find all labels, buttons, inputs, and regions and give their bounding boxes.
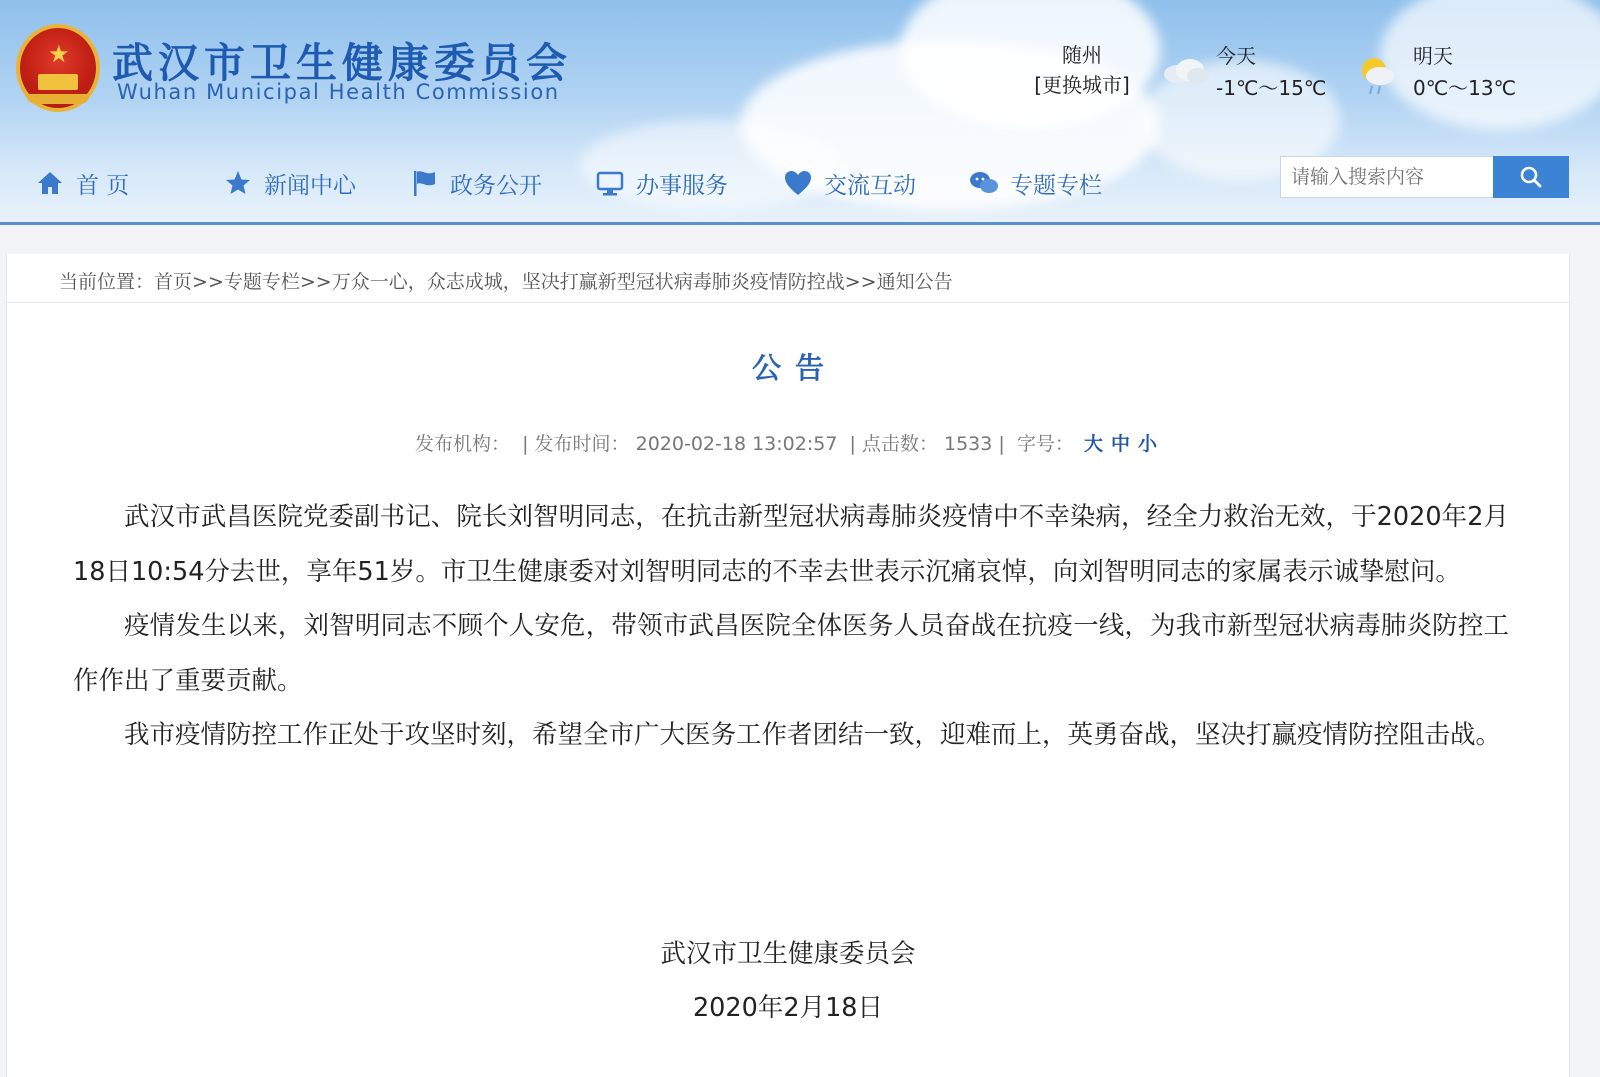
breadcrumb-prefix: 当前位置： (59, 271, 155, 293)
nav-item-label: 交流互动 (824, 172, 916, 199)
sun-rain-icon (1352, 50, 1402, 98)
search-button[interactable] (1493, 156, 1569, 198)
chat-icon (968, 167, 1000, 199)
nav-item-label: 专题专栏 (1010, 172, 1102, 199)
national-emblem-logo[interactable] (16, 24, 100, 112)
flag-icon (408, 167, 440, 199)
today-label: 今天 (1216, 44, 1256, 68)
nav-item-interaction[interactable] (782, 156, 916, 210)
nav-item-government[interactable] (408, 156, 542, 210)
nav-item-label: 政务公开 (450, 172, 542, 199)
nav-item-home[interactable] (34, 156, 129, 210)
nav-item-topics[interactable] (968, 156, 1102, 210)
article-card (6, 254, 1570, 1077)
publisher-label: 发布机构： (415, 433, 511, 455)
today-range: -1℃～15℃ (1216, 76, 1327, 100)
city-name: 随州 (1062, 43, 1102, 67)
nav-item-label: 办事服务 (636, 172, 728, 199)
nav-item-label: 首 页 (76, 172, 130, 199)
change-city-link[interactable]: [更换城市] (1034, 73, 1130, 97)
search-input[interactable] (1280, 156, 1494, 198)
nav-item-label: 新闻中心 (264, 172, 356, 199)
time-label: 发布时间： (534, 433, 630, 455)
header-divider (0, 222, 1600, 225)
main-nav (0, 156, 1280, 210)
cloudy-icon (1160, 54, 1210, 88)
paragraph: 武汉市武昌医院党委副书记、院长刘智明同志，在抗击新型冠状病毒肺炎疫情中不幸染病，经全力救治无效，于2020年2月18日10:54分去世，享年51岁。市卫生健康委对刘智明同志的不幸去世表示沉痛哀悼，向刘智明同志的家属表示诚挚慰问。 (73, 502, 1509, 587)
nav-item-services[interactable] (594, 156, 728, 210)
article-meta: 发布机构： | 发布时间： 2020-02-18 13:02:57 | 点击数： 1533 | 字号： 大 中 小 (415, 433, 1157, 455)
article-title: 公告 (751, 351, 838, 385)
breadcrumb (59, 262, 953, 302)
signature-date: 2020年2月18日 (692, 993, 884, 1023)
site-title-cn[interactable]: 武汉市卫生健康委员会 (112, 39, 572, 87)
article-body (73, 490, 1509, 763)
site-header (0, 0, 1600, 226)
breadcrumb-home[interactable]: 首页 (154, 271, 193, 293)
font-large-button[interactable]: 大 (1083, 433, 1103, 455)
search-icon (1519, 165, 1543, 189)
click-count: 1533 (944, 433, 993, 455)
heart-icon (782, 167, 814, 199)
font-size-label: 字号： (1016, 433, 1074, 455)
site-title-en: Wuhan Municipal Health Commission (117, 80, 560, 104)
weather-city (1030, 40, 1134, 100)
breadcrumb-separator: >> (299, 271, 332, 293)
breadcrumb-campaign[interactable]: 万众一心，众志成城，坚决打赢新型冠状病毒肺炎疫情防控战 (331, 271, 845, 293)
breadcrumb-separator: >> (844, 271, 877, 293)
breadcrumb-divider (7, 302, 1569, 303)
weather-tomorrow (1413, 40, 1516, 104)
signature-organization: 武汉市卫生健康委员会 (660, 939, 916, 969)
tomorrow-range: 0℃～13℃ (1413, 76, 1517, 100)
nav-item-news[interactable] (222, 156, 356, 210)
tomorrow-label: 明天 (1413, 44, 1453, 68)
breadcrumb-topics[interactable]: 专题专栏 (223, 271, 300, 293)
star-icon (222, 167, 254, 199)
clicks-label: 点击数： (861, 433, 938, 455)
paragraph: 我市疫情防控工作正处于攻坚时刻，希望全市广大医务工作者团结一致，迎难而上，英勇奋战，坚决打赢疫情防控阻击战。 (124, 720, 1502, 750)
home-icon (34, 167, 66, 199)
weather-today (1216, 40, 1326, 104)
monitor-icon (594, 167, 626, 199)
star-icon: ★ (48, 40, 70, 68)
paragraph: 疫情发生以来，刘智明同志不顾个人安危，带领市武昌医院全体医务人员奋战在抗疫一线，为我市新型冠状病毒肺炎防控工作作出了重要贡献。 (73, 611, 1509, 696)
publish-time: 2020-02-18 13:02:57 (635, 433, 838, 455)
font-small-button[interactable]: 小 (1137, 433, 1157, 455)
font-medium-button[interactable]: 中 (1110, 433, 1130, 455)
breadcrumb-separator: >> (192, 271, 224, 293)
breadcrumb-notices[interactable]: 通知公告 (876, 271, 953, 293)
